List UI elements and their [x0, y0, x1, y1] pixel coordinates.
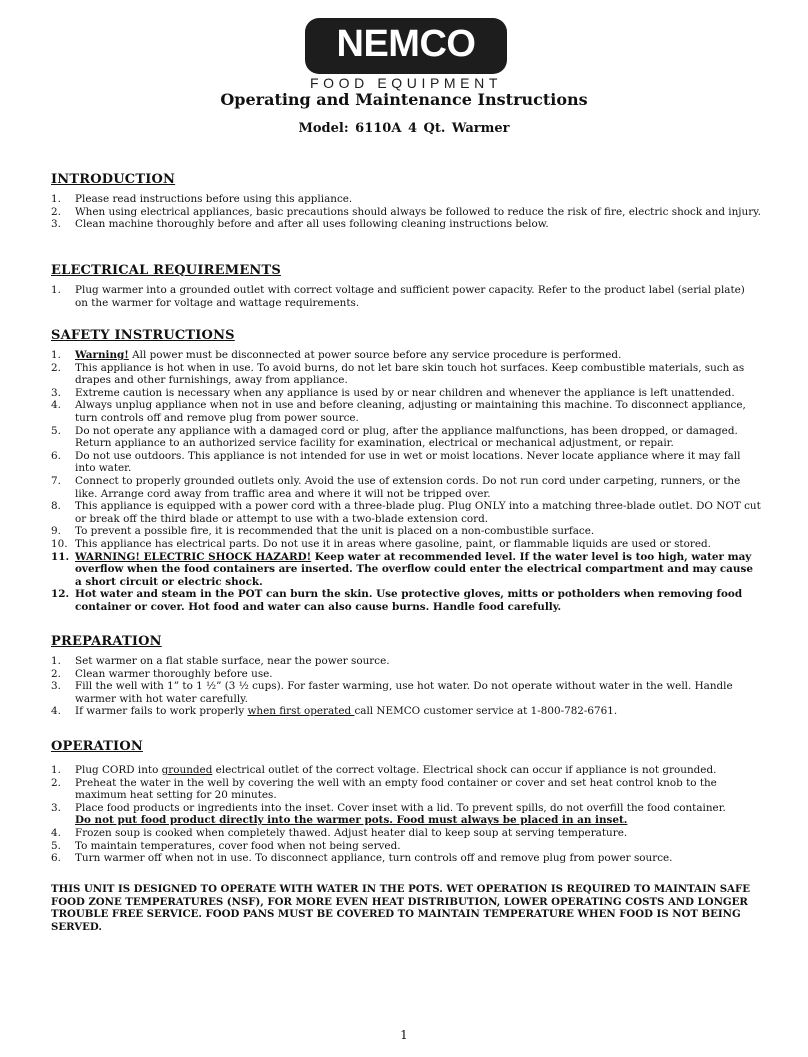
introduction-section: [51, 172, 761, 231]
list-item: 2. This appliance is hot when in use. To avoid burns, do not let bare skin touch hot surfaces. Keep combustible materials, such as drapes and other furnishings, away from appliance.: [51, 361, 745, 387]
preparation-section: [51, 634, 761, 718]
operation-section: [51, 739, 761, 865]
list-item: 7. Connect to properly grounded outlets only. Avoid the use of extension cords. Do not run cord under carpeting, runners, or the like. Arrange cord away from traffic area and where it will not be tripped over.: [51, 474, 741, 500]
list-item: 1. Plug warmer into a grounded outlet with correct voltage and sufficient power capacity. Refer to the product label (serial plate) on the warmer for voltage and wattage requirements.: [51, 284, 745, 309]
document-title: Operating and Maintenance Instructions: [220, 90, 588, 109]
list-item: 8. This appliance is equipped with a power cord with a three-blade plug. Plug ONLY into a matching three-blade outlet. DO NOT cut or break off the third blade or attempt to use with a two-blade extension cord.: [51, 500, 761, 525]
list-item: 5. Do not operate any appliance with a damaged cord or plug, after the appliance malfunctions, has been dropped, or damaged. Return appliance to an authorized service facility for examination, electrical or mechanical adjustment, or repair.: [51, 424, 738, 450]
electrical-section: [51, 263, 761, 309]
list-item: 4. Frozen soup is cooked when completely thawed. Adjust heater dial to keep soup at serving temperature.: [51, 826, 628, 839]
list-item: 4. Always unplug appliance when not in use and before cleaning, adjusting or maintaining this machine. To disconnect appliance, turn controls off and remove plug from power source.: [51, 399, 746, 424]
list-item: 4. If warmer fails to work properly when first operated call NEMCO customer service at 1-800-782-6761.: [51, 705, 618, 718]
list-item: 1. Set warmer on a flat stable surface, near the power source.: [51, 655, 390, 667]
list-item: 1. Please read instructions before using this appliance.: [51, 193, 353, 205]
nemco-logo: [303, 14, 509, 98]
list-item: 1. Plug CORD into grounded electrical outlet of the correct voltage. Electrical shock can occur if appliance is not grounded.: [51, 764, 717, 776]
list-item: 3. Fill the well with 1” to 1 ½” (3 ½ cups). For faster warming, use hot water. Do not operate without water in the well. Handle warmer with hot water carefully.: [51, 680, 733, 705]
list-item: 10. This appliance has electrical parts. Do not use it in areas where gasoline, paint, or flammable liquids are used or stored.: [51, 537, 711, 550]
list-item: 3. Extreme caution is necessary when any appliance is used by or near children and whenever the appliance is left unattended.: [51, 386, 735, 399]
closing-note: THIS UNIT IS DESIGNED TO OPERATE WITH WATER IN THE POTS. WET OPERATION IS REQUIRED TO MAINTAIN SAFE FOOD ZONE TEMPERATURES (NSF), FOR MORE EVEN HEAT DISTRIBUTION, LOWER OPERATING COSTS AND LONGER TROUBLE FREE SERVICE. FOOD PANS MUST BE COVERED TO MAINTAIN TEMPERATURE WHEN FOOD IS NOT BEING SERVED.: [51, 883, 750, 934]
safety-section: [51, 328, 761, 613]
list-item: 12. Hot water and steam in the POT can burn the skin. Use protective gloves, mitts or potholders when removing food container or cover. Hot food and water can also cause burns. Handle food carefully.: [51, 588, 743, 613]
warning-label: Warning!: [75, 349, 129, 361]
list-item: 6. Turn warmer off when not in use. To disconnect appliance, turn controls off and remove plug from power source.: [51, 852, 673, 865]
list-item: 11. WARNING! ELECTRIC SHOCK HAZARD! Keep water at recommended level. If the water level is too high, water may overflow when the food containers are inserted. The overflow could enter the electrical compartment and may cause a short circuit or electric shock.: [51, 550, 753, 588]
logo-tagline: FOOD EQUIPMENT: [310, 75, 502, 91]
operation-heading: OPERATION: [51, 739, 143, 754]
introduction-heading: INTRODUCTION: [51, 172, 176, 187]
list-item: 2. Clean warmer thoroughly before use.: [51, 667, 273, 680]
list-item: 3. Place food products or ingredients into the inset. Cover inset with a lid. To prevent spills, do not overfill the food container. Do not put food product directly into the warmer pots. Food must always be placed in an inset.: [51, 801, 726, 827]
list-item: 2. When using electrical appliances, basic precautions should always be followed to reduce the risk of fire, electric shock and injury.: [51, 205, 761, 218]
introduction-list: [51, 193, 761, 231]
electrical-list: [51, 284, 761, 309]
list-item: 6. Do not use outdoors. This appliance is not intended for use in wet or moist locations. Never locate appliance where it may fall into water.: [51, 449, 741, 475]
shock-hazard-label: WARNING! ELECTRIC SHOCK HAZARD!: [75, 550, 312, 563]
preparation-heading: PREPARATION: [51, 634, 162, 649]
logo-brand: NEMCO: [336, 23, 476, 65]
preparation-list: [51, 655, 761, 718]
page-number: 1: [400, 1028, 408, 1042]
list-item: 3. Clean machine thoroughly before and after all uses following cleaning instructions below.: [51, 218, 549, 231]
list-item: 5. To maintain temperatures, cover food when not being served.: [51, 839, 401, 852]
list-item: 2. Preheat the water in the well by covering the well with an empty food container or cover and set heat control knob to the maximum heat setting for 20 minutes.: [51, 776, 717, 802]
operation-list: [51, 764, 761, 865]
safety-heading: SAFETY INSTRUCTIONS: [51, 328, 235, 343]
model-line: Model: 6110A 4 Qt. Warmer: [298, 121, 510, 136]
electrical-heading: ELECTRICAL REQUIREMENTS: [51, 263, 281, 278]
safety-list: [51, 349, 761, 613]
list-item: 9. To prevent a possible fire, it is recommended that the unit is placed on a non-combustible surface.: [51, 525, 595, 538]
list-item: 1. Warning! All power must be disconnected at power source before any service procedure is performed.: [51, 349, 622, 361]
